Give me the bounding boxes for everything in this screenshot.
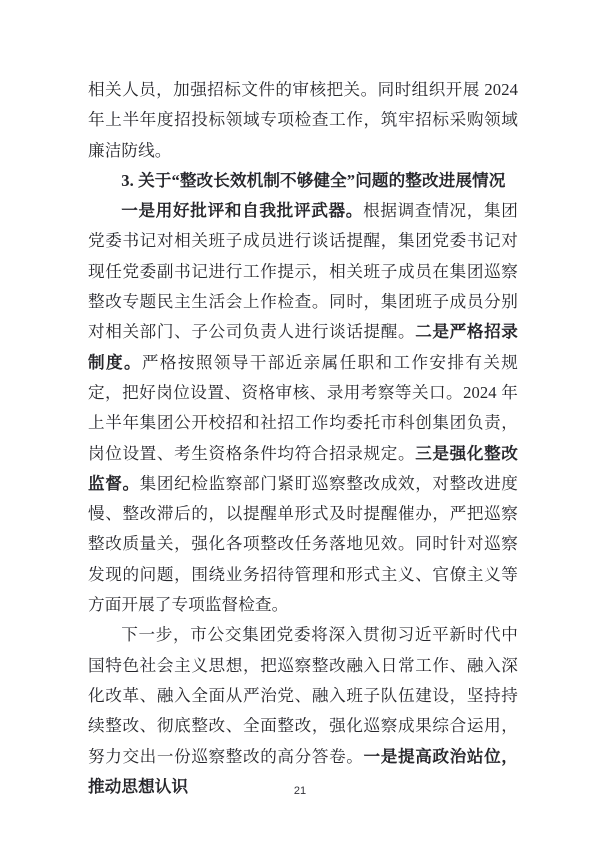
section-heading — [88, 166, 518, 196]
document-body-text — [88, 75, 518, 802]
emphasis-text-run: 二是严格招录制度。 — [88, 322, 518, 372]
emphasis-text-run: 一是提高政治站位，推动思想认识 — [88, 746, 518, 796]
text-run: 根据调查情况，集团党委书记对相关班子成员进行谈话提醒，集团党委书记对现任党委副书记进行工作提示，相关班子成员在集团巡察整改专题民主生活会上作检查。同时，集团班子成员分别对相关部门、子公司负责人进行谈话提醒。 — [88, 201, 518, 342]
paragraph — [88, 620, 518, 802]
paragraph — [88, 196, 518, 620]
text-run: 严格按照领导干部近亲属任职和工作安排有关规定，把好岗位设置、资格审核、录用考察等关口。2024 年上半年集团公开校招和社招工作均委托市科创集团负责，岗位设置、考生资格条件均符合招录规定。 — [88, 352, 518, 463]
emphasis-text-run: 三是强化整改监督。 — [88, 443, 518, 493]
text-run: 相关人员，加强招标文件的审核把关。同时组织开展 2024 年上半年度招投标领域专项检查工作，筑牢招标采购领域廉洁防线。 — [88, 80, 518, 160]
page-number: 21 — [293, 785, 307, 797]
paragraph — [88, 75, 518, 166]
text-run: 集团纪检监察部门紧盯巡察整改成效，对整改进度慢、整改滞后的，以提醒单形式及时提醒催办，严把巡察整改质量关，强化各项整改任务落地见效。同时针对巡察发现的问题，围绕业务招待管理和形式主义、官僚主义等方面开展了专项监督检查。 — [88, 473, 518, 615]
emphasis-text-run: 3. 关于“整改长效机制不够健全”问题的整改进展情况 — [121, 170, 506, 190]
text-run: 下一步，市公交集团党委将深入贯彻习近平新时代中国特色社会主义思想，把巡察整改融入日常工作、融入深化改革、融入全面从严治党、融入班子队伍建设，坚持持续整改、彻底整改、全面整改，强化巡察成果综合运用，努力交出一份巡察整改的高分答卷。 — [88, 625, 518, 766]
emphasis-text-run: 一是用好批评和自我批评武器。 — [121, 201, 364, 221]
